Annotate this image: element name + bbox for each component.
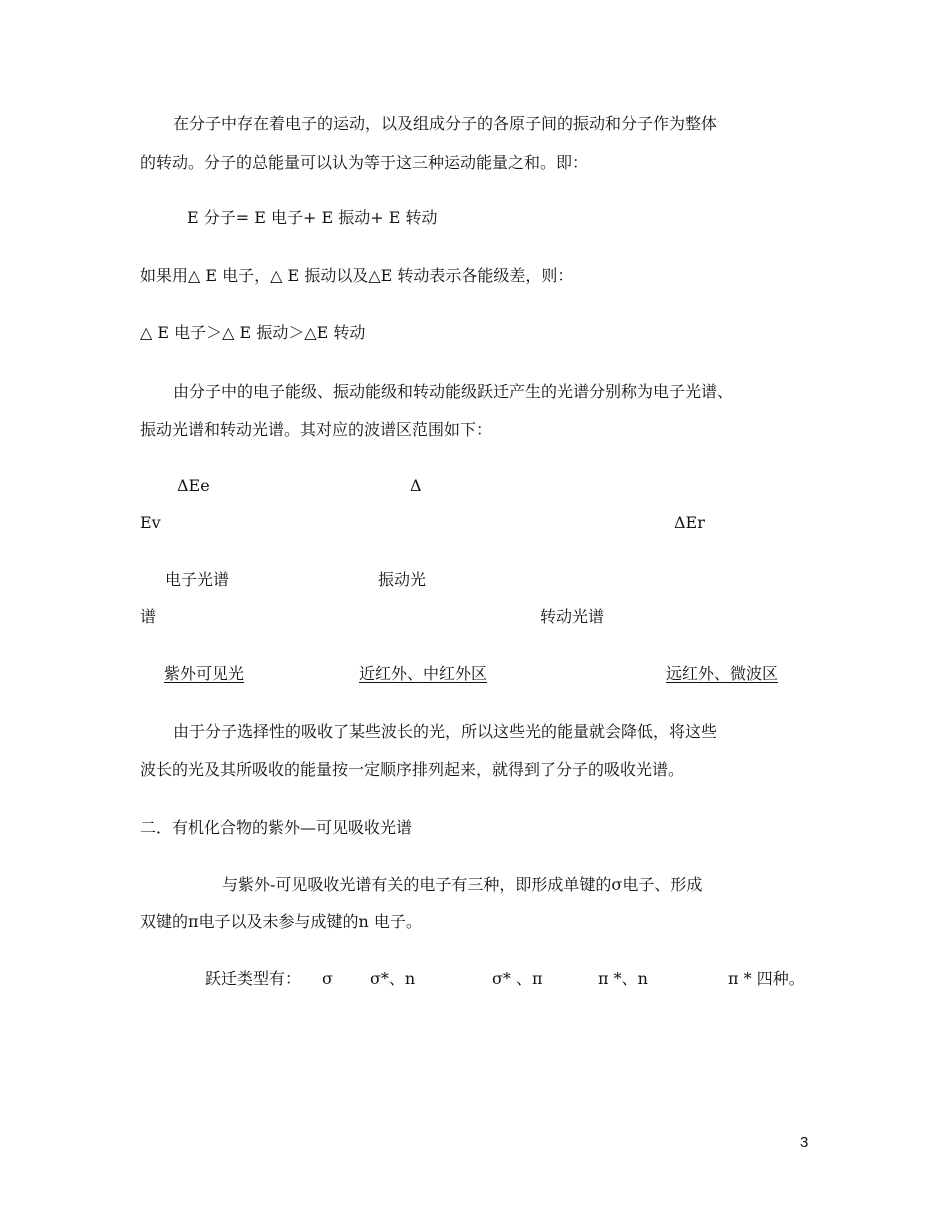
- vibration-spectrum-label: 振动光: [378, 570, 427, 589]
- delta-er-label: ΔEr: [674, 513, 705, 532]
- absorption-line-1: 由于分子选择性的吸收了某些波长的光，所以这些光的能量就会降低，将这些: [173, 722, 718, 741]
- section-2-line-1: 与紫外-可见吸收光谱有关的电子有三种，即形成单键的σ电子、形成: [222, 875, 703, 894]
- region-uv-vis: 紫外可见光: [164, 664, 245, 683]
- spectra-line-1: 由分子中的电子能级、振动能级和转动能级跃迁产生的光谱分别称为电子光谱、: [173, 382, 734, 401]
- electronic-spectrum-label: 电子光谱: [165, 570, 230, 589]
- transition-pi-star-four-kinds: π * 四种。: [728, 969, 805, 988]
- transition-sigma-star-pi: σ* 、π: [492, 969, 543, 988]
- region-near-mid-ir: 近红外、中红外区: [359, 664, 488, 683]
- transition-sigma: σ: [322, 969, 333, 988]
- total-energy-formula: E 分子= E 电子+ E 振动+ E 转动: [187, 208, 438, 227]
- spectra-line-2: 振动光谱和转动光谱。其对应的波谱区范围如下：: [140, 420, 493, 439]
- ev-label: Ev: [140, 513, 161, 532]
- deltas-intro: 如果用△ E 电子，△ E 振动以及△E 转动表示各能级差，则：: [140, 266, 574, 285]
- intro-line-2: 的转动。分子的总能量可以认为等于这三种运动能量之和。即：: [140, 153, 589, 172]
- absorption-line-2: 波长的光及其所吸收的能量按一定顺序排列起来，就得到了分子的吸收光谱。: [140, 760, 685, 779]
- electronic-spectrum-label-wrap: 谱: [140, 607, 157, 626]
- energy-comparison: △ E 电子＞△ E 振动＞△E 转动: [140, 323, 366, 342]
- page-number: 3: [800, 1134, 809, 1151]
- transitions-label: 跃迁类型有：: [205, 969, 302, 988]
- transition-sigma-star-n: σ*、n: [370, 969, 416, 988]
- rotation-spectrum-label: 转动光谱: [540, 607, 605, 626]
- section-2-line-2: 双键的π电子以及未参与成键的n 电子。: [140, 912, 422, 931]
- transition-pi-star-n: π *、n: [598, 969, 648, 988]
- region-far-ir-microwave: 远红外、微波区: [666, 664, 779, 683]
- delta-ee-label: ΔEe: [177, 476, 210, 495]
- intro-line-1: 在分子中存在着电子的运动，以及组成分子的各原子间的振动和分子作为整体: [173, 114, 718, 133]
- section-2-heading: 二．有机化合物的紫外—可见吸收光谱: [140, 818, 413, 837]
- delta-symbol: Δ: [410, 476, 422, 495]
